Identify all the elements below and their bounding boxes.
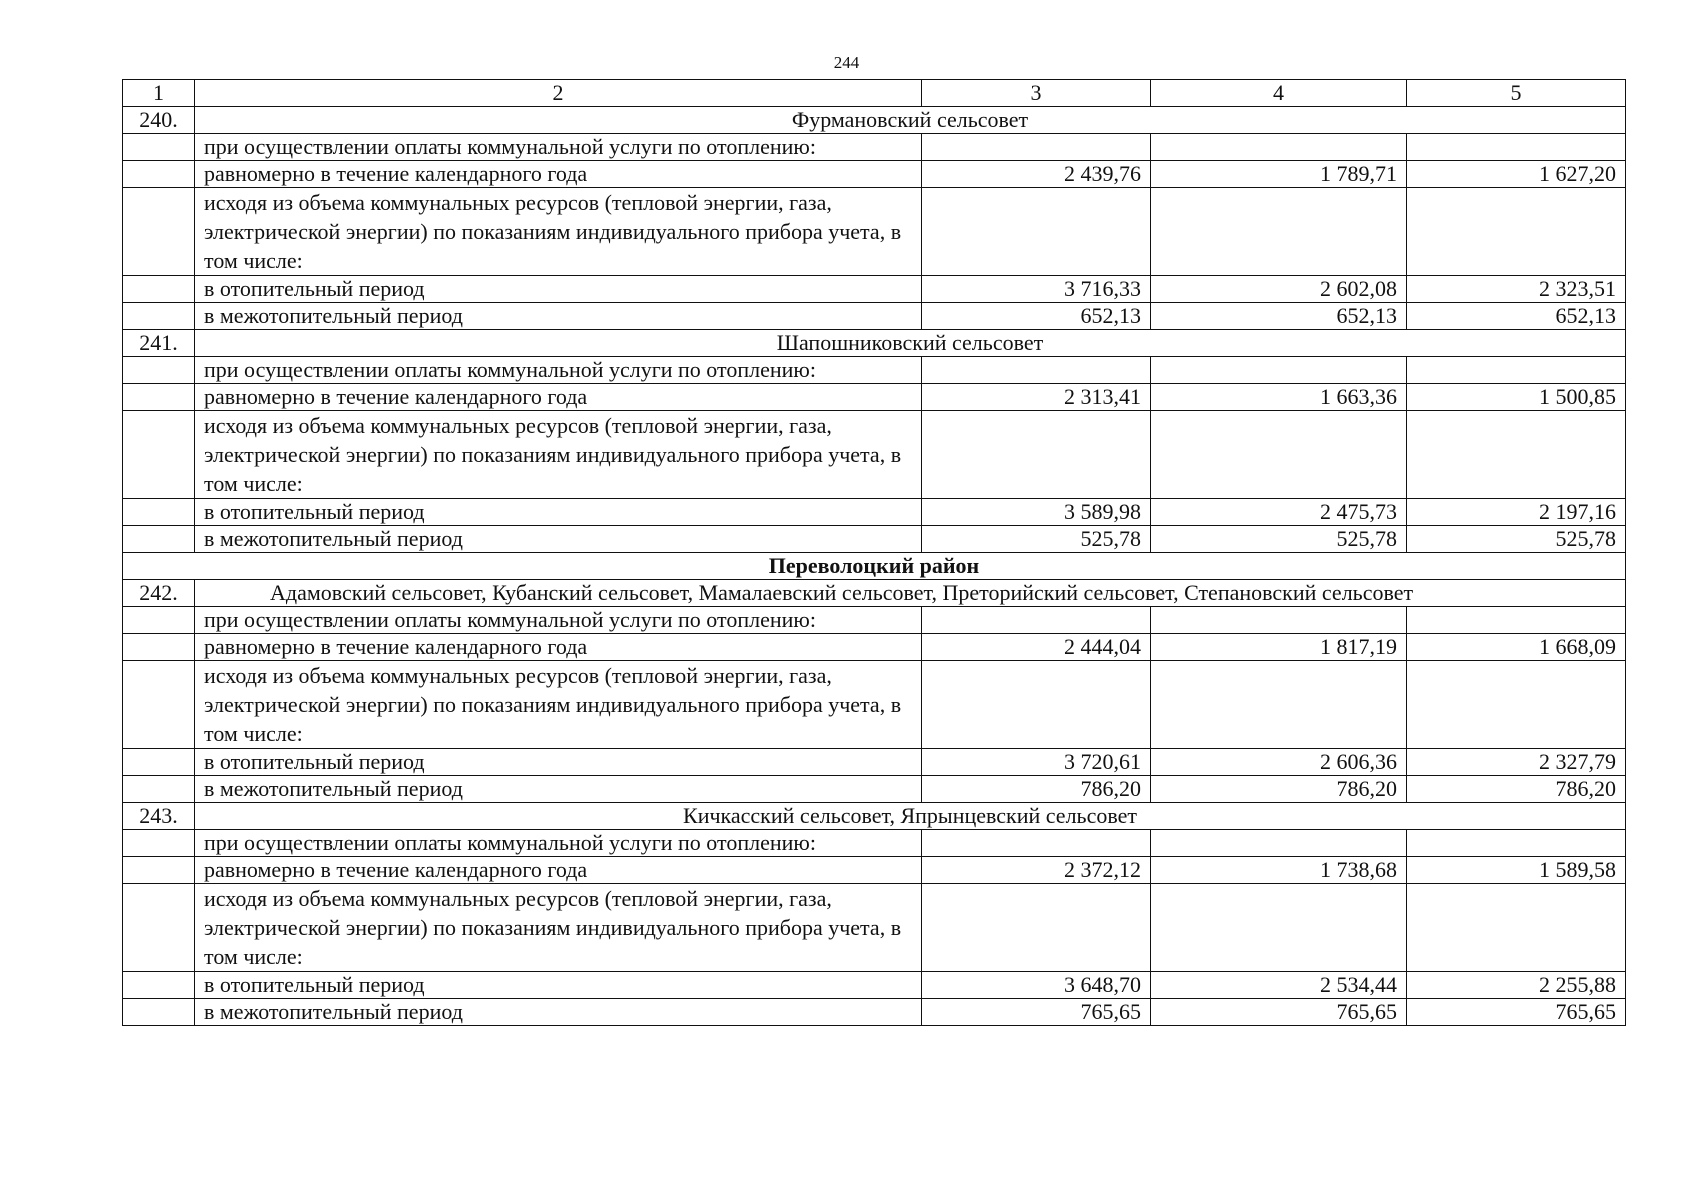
row-number-cell [123,384,195,411]
value-col-3: 765,65 [922,999,1151,1026]
value-col-5: 2 197,16 [1407,499,1626,526]
row-description: равномерно в течение календарного года [195,634,922,661]
row-description: в отопительный период [195,749,922,776]
value-col-5 [1407,357,1626,384]
value-col-5: 525,78 [1407,526,1626,553]
value-col-4: 2 534,44 [1151,972,1407,999]
district-title: Переволоцкий район [123,553,1626,580]
value-col-5 [1407,884,1626,972]
table-row [123,384,1626,411]
row-description: в отопительный период [195,972,922,999]
row-number-cell [123,972,195,999]
table-row [123,749,1626,776]
value-col-5: 652,13 [1407,303,1626,330]
page-number: 244 [833,53,860,72]
value-col-4: 2 602,08 [1151,276,1407,303]
value-col-4 [1151,884,1407,972]
row-description: в межотопительный период [195,526,922,553]
column-header: 3 [922,80,1151,107]
row-number-cell [123,749,195,776]
table-row [123,830,1626,857]
tariff-table [122,79,1626,1026]
value-col-3 [922,661,1151,749]
row-description: исходя из объема коммунальных ресурсов (тепловой энергии, газа, электрической энергии) по показаниям индивидуального прибора учета, в том числе: [195,188,922,276]
value-col-3: 786,20 [922,776,1151,803]
value-col-4: 2 606,36 [1151,749,1407,776]
value-col-4 [1151,830,1407,857]
value-col-3: 652,13 [922,303,1151,330]
row-description: при осуществлении оплаты коммунальной услуги по отоплению: [195,357,922,384]
row-description: в межотопительный период [195,999,922,1026]
value-col-4: 1 663,36 [1151,384,1407,411]
table-row [123,884,1626,972]
row-number-cell [123,884,195,972]
value-col-3 [922,607,1151,634]
value-col-4: 1 738,68 [1151,857,1407,884]
value-col-3: 2 439,76 [922,161,1151,188]
row-description: исходя из объема коммунальных ресурсов (тепловой энергии, газа, электрической энергии) по показаниям индивидуального прибора учета, в том числе: [195,884,922,972]
table-row [123,303,1626,330]
section-row [123,107,1626,134]
value-col-5 [1407,134,1626,161]
value-col-3: 3 648,70 [922,972,1151,999]
value-col-3 [922,357,1151,384]
value-col-3 [922,830,1151,857]
table-row [123,357,1626,384]
value-col-3 [922,884,1151,972]
row-number-cell [123,303,195,330]
section-number: 242. [123,580,195,607]
section-row [123,330,1626,357]
table-row [123,161,1626,188]
table-row [123,776,1626,803]
value-col-3 [922,134,1151,161]
value-col-5 [1407,411,1626,499]
value-col-5: 2 327,79 [1407,749,1626,776]
value-col-5 [1407,830,1626,857]
row-number-cell [123,411,195,499]
section-row [123,580,1626,607]
section-number: 243. [123,803,195,830]
column-header: 2 [195,80,922,107]
row-number-cell [123,857,195,884]
row-number-cell [123,188,195,276]
value-col-5: 2 323,51 [1407,276,1626,303]
row-description: равномерно в течение календарного года [195,161,922,188]
row-number-cell [123,830,195,857]
table-row [123,972,1626,999]
row-description: при осуществлении оплаты коммунальной услуги по отоплению: [195,830,922,857]
value-col-5: 1 668,09 [1407,634,1626,661]
value-col-4: 652,13 [1151,303,1407,330]
row-description: в межотопительный период [195,303,922,330]
value-col-4 [1151,607,1407,634]
row-number-cell [123,607,195,634]
district-row [123,553,1626,580]
value-col-3: 525,78 [922,526,1151,553]
table-row [123,526,1626,553]
row-number-cell [123,134,195,161]
row-description: при осуществлении оплаты коммунальной услуги по отоплению: [195,607,922,634]
value-col-3 [922,188,1151,276]
row-description: равномерно в течение календарного года [195,384,922,411]
column-header: 5 [1407,80,1626,107]
section-row [123,803,1626,830]
value-col-4: 2 475,73 [1151,499,1407,526]
table-row [123,134,1626,161]
row-number-cell [123,161,195,188]
row-description: в отопительный период [195,499,922,526]
table-row [123,857,1626,884]
row-number-cell [123,357,195,384]
value-col-4: 525,78 [1151,526,1407,553]
section-title: Адамовский сельсовет, Кубанский сельсовет, Мамалаевский сельсовет, Преторийский сельсовет, Степановский сельсовет [195,580,1626,607]
row-description: в межотопительный период [195,776,922,803]
table-row [123,499,1626,526]
value-col-3: 3 589,98 [922,499,1151,526]
row-number-cell [123,634,195,661]
value-col-5: 1 500,85 [1407,384,1626,411]
value-col-3: 2 372,12 [922,857,1151,884]
value-col-4: 786,20 [1151,776,1407,803]
table-row [123,188,1626,276]
value-col-5: 1 627,20 [1407,161,1626,188]
value-col-5: 1 589,58 [1407,857,1626,884]
row-number-cell [123,499,195,526]
table-row [123,661,1626,749]
value-col-4 [1151,357,1407,384]
section-title: Кичкасский сельсовет, Япрынцевский сельсовет [195,803,1626,830]
value-col-5: 765,65 [1407,999,1626,1026]
row-description: исходя из объема коммунальных ресурсов (тепловой энергии, газа, электрической энергии) по показаниям индивидуального прибора учета, в том числе: [195,661,922,749]
row-number-cell [123,776,195,803]
row-number-cell [123,999,195,1026]
column-header: 4 [1151,80,1407,107]
value-col-4 [1151,661,1407,749]
value-col-5 [1407,661,1626,749]
row-description: при осуществлении оплаты коммунальной услуги по отоплению: [195,134,922,161]
row-number-cell [123,526,195,553]
value-col-3: 2 444,04 [922,634,1151,661]
column-header-row [123,80,1626,107]
row-number-cell [123,661,195,749]
section-number: 241. [123,330,195,357]
table-row [123,411,1626,499]
table-row [123,276,1626,303]
value-col-3 [922,411,1151,499]
row-number-cell [123,276,195,303]
section-title: Шапошниковский сельсовет [195,330,1626,357]
value-col-4 [1151,411,1407,499]
row-description: исходя из объема коммунальных ресурсов (тепловой энергии, газа, электрической энергии) по показаниям индивидуального прибора учета, в том числе: [195,411,922,499]
value-col-4: 1 817,19 [1151,634,1407,661]
value-col-4: 765,65 [1151,999,1407,1026]
value-col-5: 786,20 [1407,776,1626,803]
row-description: в отопительный период [195,276,922,303]
table-row [123,607,1626,634]
section-title: Фурмановский сельсовет [195,107,1626,134]
tariff-table-body [123,80,1626,1026]
row-description: равномерно в течение календарного года [195,857,922,884]
value-col-4 [1151,188,1407,276]
value-col-3: 3 716,33 [922,276,1151,303]
column-header: 1 [123,80,195,107]
value-col-3: 3 720,61 [922,749,1151,776]
value-col-5 [1407,188,1626,276]
value-col-5: 2 255,88 [1407,972,1626,999]
table-row [123,634,1626,661]
value-col-4 [1151,134,1407,161]
value-col-5 [1407,607,1626,634]
section-number: 240. [123,107,195,134]
value-col-3: 2 313,41 [922,384,1151,411]
table-row [123,999,1626,1026]
value-col-4: 1 789,71 [1151,161,1407,188]
